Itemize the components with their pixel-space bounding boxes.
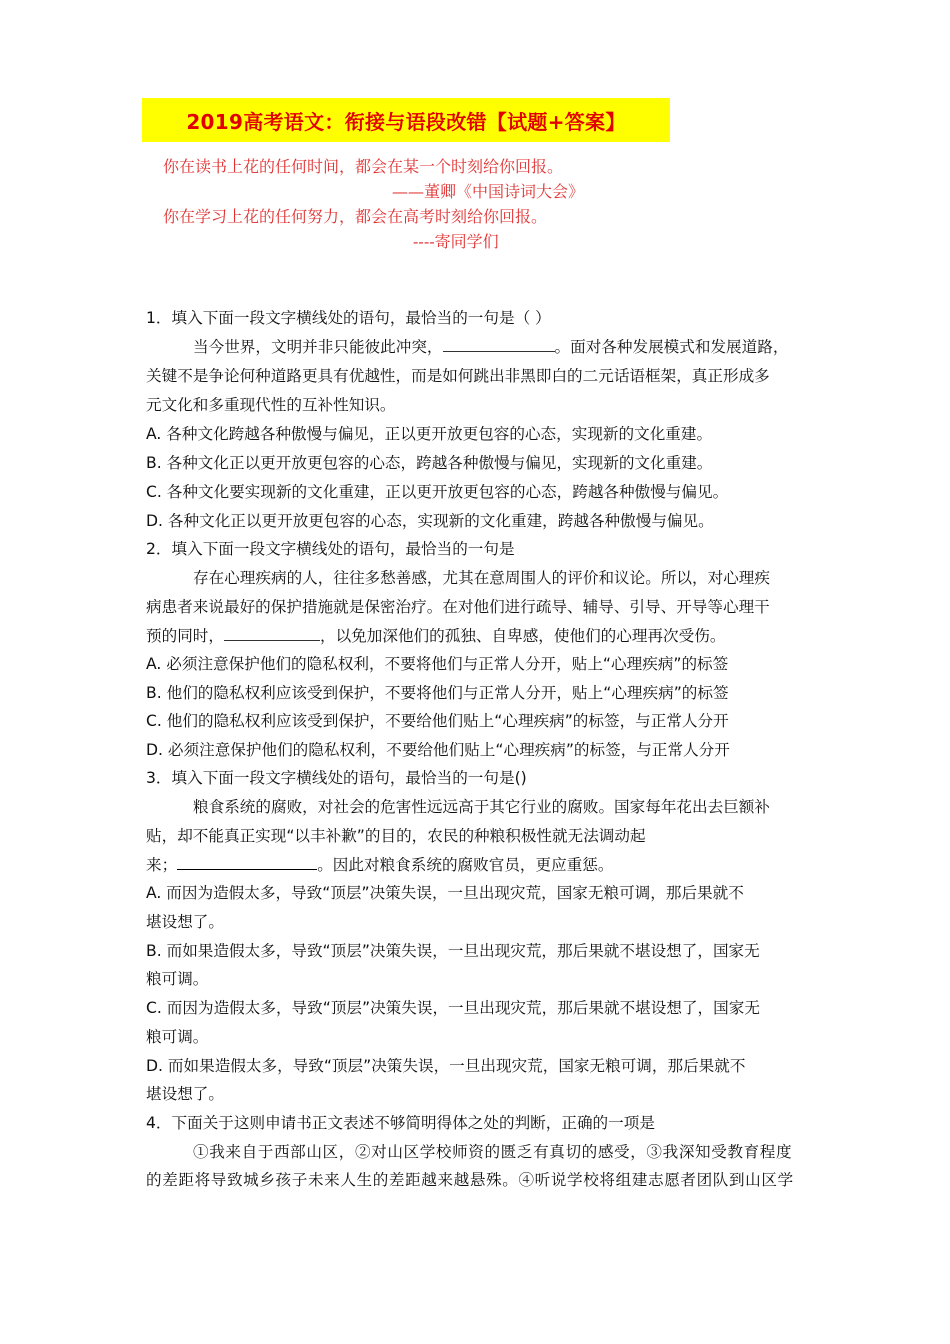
quote-2-author: ----寄同学们 [413, 232, 499, 251]
q2-option-b: B. 他们的隐私权利应该受到保护，不要将他们与正常人分开，贴上“心理疾病”的标签 [146, 684, 729, 702]
q4-passage-line-1: ①我来自于西部山区，②对山区学校师资的匮乏有真切的感受，③我深知受教育程度 [193, 1143, 793, 1161]
quote-1: 你在读书上花的任何时间，都会在某一个时刻给你回报。 [163, 157, 564, 176]
q1-stem: 1．填入下面一段文字横线处的语句，最恰当的一句是（ ） [146, 309, 551, 327]
q1-passage-line-2: 关键不是争论何种道路更具有优越性，而是如何跳出非黑即白的二元话语框架，真正形成多 [146, 367, 770, 385]
q3-option-a-line-1: A. 而因为造假太多，导致“顶层”决策失误，一旦出现灾荒，国家无粮可调，那后果就不 [146, 884, 744, 902]
q4-stem: 4．下面关于这则申请书正文表述不够简明得体之处的判断，正确的一项是 [146, 1114, 655, 1132]
q3-option-c-line-1: C. 而因为造假太多，导致“顶层”决策失误，一旦出现灾荒，那后果就不堪设想了，国家无 [146, 999, 760, 1017]
q1-option-a: A. 各种文化跨越各种傲慢与偏见，正以更开放更包容的心态，实现新的文化重建。 [146, 425, 713, 443]
q2-passage-line-3 [146, 626, 725, 646]
q3-passage-line-1: 粮食系统的腐败，对社会的危害性远远高于其它行业的腐败。国家每年花出去巨额补 [193, 798, 770, 816]
q2-blank [224, 626, 320, 641]
q1-option-c: C. 各种文化要实现新的文化重建，正以更开放更包容的心态，跨越各种傲慢与偏见。 [146, 483, 729, 501]
q1-passage-text-b: 。面对各种发展模式和发展道路， [554, 338, 789, 356]
q1-passage-line-3: 元文化和多重现代性的互补性知识。 [146, 396, 396, 414]
q3-option-d-line-1: D. 而如果造假太多，导致“顶层”决策失误，一旦出现灾荒，国家无粮可调，那后果就不 [146, 1057, 746, 1075]
q3-option-b-line-1: B. 而如果造假太多，导致“顶层”决策失误，一旦出现灾荒，那后果就不堪设想了，国家无 [146, 942, 760, 960]
q2-passage-text-b: ，以免加深他们的孤独、自卑感，使他们的心理再次受伤。 [319, 627, 726, 645]
page-title: 2019高考语文：衔接与语段改错【试题+答案】 [186, 109, 626, 134]
q4-passage-line-2: 的差距将导致城乡孩子未来人生的差距越来越悬殊。④听说学校将组建志愿者团队到山区学 [146, 1171, 794, 1189]
q3-passage-text-b: 。因此对粮食系统的腐败官员，更应重惩。 [317, 856, 614, 874]
q1-option-b: B. 各种文化正以更开放更包容的心态，跨越各种傲慢与偏见，实现新的文化重建。 [146, 454, 713, 472]
q2-option-d: D. 必须注意保护他们的隐私权利，不要给他们贴上“心理疾病”的标签，与正常人分开 [146, 741, 730, 759]
q2-passage-line-1: 存在心理疾病的人，往往多愁善感，尤其在意周围人的评价和议论。所以，对心理疾 [193, 569, 770, 587]
q2-passage-line-2: 病患者来说最好的保护措施就是保密治疗。在对他们进行疏导、辅导、引导、开导等心理干 [146, 598, 770, 616]
quote-2: 你在学习上花的任何努力，都会在高考时刻给你回报。 [163, 207, 548, 226]
q1-passage-line-1 [193, 337, 788, 357]
quote-1-author: ——董卿《中国诗词大会》 [392, 182, 585, 201]
q2-option-a: A. 必须注意保护他们的隐私权利，不要将他们与正常人分开，贴上“心理疾病”的标签 [146, 655, 729, 673]
q3-stem: 3．填入下面一段文字横线处的语句，最恰当的一句是() [146, 769, 527, 787]
q2-stem: 2．填入下面一段文字横线处的语句，最恰当的一句是 [146, 540, 515, 558]
q3-option-b-line-2: 粮可调。 [146, 970, 209, 988]
q3-option-d-line-2: 堪设想了。 [146, 1085, 224, 1103]
title-banner [142, 98, 670, 142]
q3-option-a-line-2: 堪设想了。 [146, 913, 224, 931]
q3-blank [177, 855, 317, 870]
q1-passage-text-a: 当今世界，文明并非只能彼此冲突， [193, 338, 443, 356]
q2-option-c: C. 他们的隐私权利应该受到保护，不要给他们贴上“心理疾病”的标签，与正常人分开 [146, 712, 729, 730]
q3-passage-text-a: 来； [146, 856, 178, 874]
q1-option-d: D. 各种文化正以更开放更包容的心态，实现新的文化重建，跨越各种傲慢与偏见。 [146, 512, 714, 530]
q1-blank [443, 337, 555, 352]
q3-passage-line-2: 贴，却不能真正实现“以丰补歉”的目的，农民的种粮积极性就无法调动起 [146, 827, 646, 845]
q3-option-c-line-2: 粮可调。 [146, 1028, 209, 1046]
q3-passage-line-3 [146, 855, 614, 875]
q2-passage-text-a: 预的同时， [146, 627, 224, 645]
